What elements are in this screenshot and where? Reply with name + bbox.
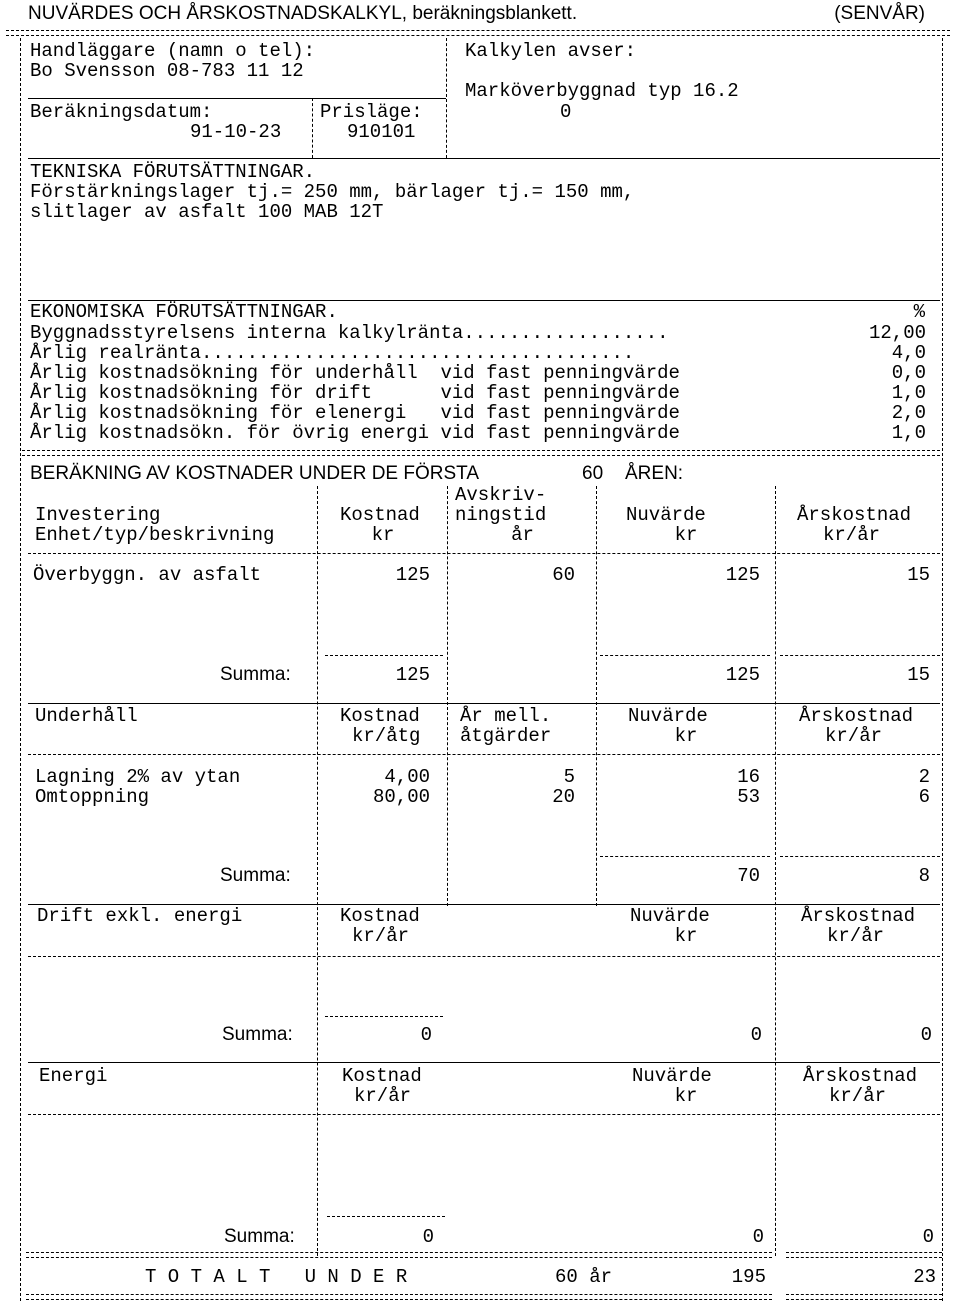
technical-line-1: Förstärkningslager tj.= 250 mm, bärlager tj.= 150 mm, bbox=[30, 181, 635, 203]
op-h-cost-1: Kostnad bbox=[340, 905, 420, 927]
en-h-pv-2: kr bbox=[674, 1085, 698, 1107]
mnt-row-ac: 6 bbox=[918, 786, 930, 808]
op-sum-rule-cost bbox=[325, 1016, 443, 1017]
economic-heading: EKONOMISKA FÖRUTSÄTTNINGAR. bbox=[30, 301, 338, 323]
form-title: NUVÄRDES OCH ÅRSKOSTNADSKALKYL, beräkningsblankett. bbox=[28, 3, 578, 24]
economic-row-value: 1,0 bbox=[891, 382, 926, 404]
inv-row-name: Överbyggn. av asfalt bbox=[33, 564, 262, 586]
mnt-row-int: 20 bbox=[552, 786, 575, 808]
inv-row-ac: 15 bbox=[907, 564, 930, 586]
economic-row-label: Årlig kostnadsökning för elenergi vid fast penningvärde bbox=[30, 402, 680, 424]
info-rule bbox=[28, 98, 446, 99]
op-h-ac-1: Årskostnad bbox=[801, 905, 916, 927]
mnt-h-ac-1: Årskostnad bbox=[799, 705, 914, 727]
inv-sum-rule-pv bbox=[600, 655, 770, 656]
technical-line-2: slitlager av asfalt 100 MAB 12T bbox=[30, 201, 384, 223]
en-sum-ac: 0 bbox=[922, 1226, 934, 1248]
op-sum-ac: 0 bbox=[920, 1024, 932, 1046]
economic-double-rule bbox=[22, 450, 940, 456]
op-header-rule bbox=[28, 956, 940, 957]
op-h-pv-1: Nuvärde bbox=[630, 905, 710, 927]
inv-h-name-2: Enhet/typ/beskrivning bbox=[35, 524, 275, 546]
economic-row-value: 0,0 bbox=[891, 362, 926, 384]
info-divider bbox=[446, 38, 447, 158]
calc-heading: BERÄKNING AV KOSTNADER UNDER DE FÖRSTA bbox=[30, 463, 480, 484]
mnt-row-ac: 2 bbox=[918, 766, 930, 788]
mnt-row-name: Omtoppning bbox=[35, 786, 150, 808]
op-h-pv-2: kr bbox=[674, 925, 698, 947]
inv-sum-rule-cost bbox=[325, 655, 443, 656]
mnt-h-int-2: åtgärder bbox=[460, 725, 552, 747]
mnt-row-cost: 4,00 bbox=[384, 766, 430, 788]
en-h-cost-1: Kostnad bbox=[342, 1065, 422, 1087]
handler-label: Handläggare (namn o tel): bbox=[30, 40, 316, 62]
economic-row-label: Årlig kostnadsökn. för övrig energi vid fast penningvärde bbox=[30, 422, 680, 444]
mnt-sum-ac: 8 bbox=[918, 865, 930, 887]
mnt-sum-rule-pv bbox=[600, 856, 770, 857]
frame-left bbox=[20, 38, 21, 1301]
economic-row-label: Årlig kostnadsökning för drift vid fast penningvärde bbox=[30, 382, 680, 404]
economic-row-label: Byggnadsstyrelsens interna kalkylränta.................. bbox=[30, 322, 669, 344]
date-value: 91-10-23 bbox=[190, 121, 282, 143]
total-double-rule-right bbox=[786, 1252, 942, 1258]
total-pv: 195 bbox=[731, 1266, 766, 1288]
op-sum-cost: 0 bbox=[420, 1024, 432, 1046]
op-sum-label: Summa: bbox=[222, 1024, 293, 1045]
frame-right bbox=[942, 38, 943, 1301]
date-divider bbox=[312, 98, 313, 158]
en-h-pv-1: Nuvärde bbox=[632, 1065, 712, 1087]
inv-h-dep-2: ningstid bbox=[455, 504, 547, 526]
mnt-h-cost-1: Kostnad bbox=[340, 705, 420, 727]
inv-h-dep-1: Avskriv- bbox=[455, 484, 547, 506]
mnt-row-cost: 80,00 bbox=[372, 786, 430, 808]
mnt-h-pv-2: kr bbox=[674, 725, 698, 747]
op-h-ac-2: kr/år bbox=[827, 925, 885, 947]
inv-sum-cost: 125 bbox=[395, 664, 430, 686]
mnt-row-name: Lagning 2% av ytan bbox=[35, 766, 241, 788]
inv-row-cost: 125 bbox=[395, 564, 430, 586]
en-sum-label: Summa: bbox=[224, 1226, 295, 1247]
total-double-rule-left bbox=[26, 1252, 772, 1258]
inv-row-pv: 125 bbox=[725, 564, 760, 586]
price-label: Prisläge: bbox=[320, 101, 423, 123]
en-h-ac-2: kr/år bbox=[829, 1085, 887, 1107]
op-h-name: Drift exkl. energi bbox=[37, 905, 243, 927]
inv-h-ac-2: kr/år bbox=[823, 524, 881, 546]
economic-row-value: 2,0 bbox=[891, 402, 926, 424]
op-h-cost-2: kr/år bbox=[352, 925, 410, 947]
mnt-sum-rule-ac bbox=[780, 856, 940, 857]
col-divider-2 bbox=[447, 486, 448, 906]
mnt-sum-label: Summa: bbox=[220, 865, 291, 886]
inv-sum-pv: 125 bbox=[725, 664, 760, 686]
inv-header-rule bbox=[28, 553, 940, 554]
inv-h-pv-1: Nuvärde bbox=[626, 504, 706, 526]
mnt-row-pv: 16 bbox=[737, 766, 760, 788]
inv-h-name-1: Investering bbox=[35, 504, 161, 526]
inv-h-cost-1: Kostnad bbox=[340, 504, 420, 526]
mnt-row-pv: 53 bbox=[737, 786, 760, 808]
en-header-rule bbox=[28, 1114, 940, 1115]
op-bottom-rule bbox=[28, 1062, 940, 1063]
subject-label: Kalkylen avser: bbox=[465, 40, 637, 62]
col-divider-3 bbox=[596, 486, 597, 906]
top-double-rule bbox=[6, 30, 950, 36]
en-sum-cost: 0 bbox=[422, 1226, 434, 1248]
economic-row-label: Årlig realränta...................................... bbox=[30, 342, 635, 364]
economic-row-label: Årlig kostnadsökning för underhåll vid fast penningvärde bbox=[30, 362, 680, 384]
total-ac: 23 bbox=[913, 1266, 936, 1288]
en-h-ac-1: Årskostnad bbox=[803, 1065, 918, 1087]
total-bottom-rule-right bbox=[786, 1294, 942, 1300]
mnt-sum-pv: 70 bbox=[737, 865, 760, 887]
org-label: (SENVÅR) bbox=[834, 3, 925, 24]
calc-years: 60 bbox=[582, 463, 604, 484]
mnt-h-int-1: År mell. bbox=[460, 705, 552, 727]
mnt-h-pv-1: Nuvärde bbox=[628, 705, 708, 727]
inv-sum-label: Summa: bbox=[220, 664, 291, 685]
mnt-row-int: 5 bbox=[563, 766, 575, 788]
economic-row-value: 4,0 bbox=[891, 342, 926, 364]
handler-value: Bo Svensson 08-783 11 12 bbox=[30, 60, 304, 82]
total-bottom-rule-left bbox=[26, 1294, 772, 1300]
total-years: 60 år bbox=[555, 1266, 613, 1288]
inv-h-pv-2: kr bbox=[674, 524, 698, 546]
inv-h-dep-3: år bbox=[511, 524, 534, 546]
date-label: Beräkningsdatum: bbox=[30, 101, 213, 123]
subject-value: Marköverbyggnad typ 16.2 bbox=[465, 80, 739, 102]
mnt-h-cost-2: kr/åtg bbox=[352, 725, 421, 747]
economic-row-value: 12,00 bbox=[868, 322, 926, 344]
total-label: T O T A L T U N D E R bbox=[145, 1266, 408, 1288]
inv-sum-rule-ac bbox=[780, 655, 940, 656]
inv-h-ac-1: Årskostnad bbox=[797, 504, 912, 526]
op-sum-pv: 0 bbox=[750, 1024, 762, 1046]
mnt-header-rule bbox=[28, 754, 940, 755]
inv-sum-ac: 15 bbox=[907, 664, 930, 686]
percent-unit: % bbox=[913, 301, 925, 323]
mnt-h-ac-2: kr/år bbox=[825, 725, 883, 747]
col-divider-1 bbox=[317, 486, 318, 1256]
price-value: 910101 bbox=[347, 121, 416, 143]
mnt-h-name: Underhåll bbox=[35, 705, 138, 727]
inv-h-cost-2: kr bbox=[371, 524, 395, 546]
en-h-name: Energi bbox=[39, 1065, 108, 1087]
info-bottom-rule bbox=[28, 158, 940, 159]
economic-row-value: 1,0 bbox=[891, 422, 926, 444]
col-divider-4 bbox=[775, 486, 776, 1256]
en-sum-rule-cost bbox=[327, 1216, 445, 1217]
calc-heading-suffix: ÅREN: bbox=[625, 463, 684, 484]
inv-row-dep: 60 bbox=[552, 564, 575, 586]
subject-extra: 0 bbox=[560, 101, 572, 123]
en-h-cost-2: kr/år bbox=[354, 1085, 412, 1107]
inv-bottom-rule bbox=[28, 703, 940, 704]
en-sum-pv: 0 bbox=[752, 1226, 764, 1248]
technical-heading: TEKNISKA FÖRUTSÄTTNINGAR. bbox=[30, 161, 316, 183]
